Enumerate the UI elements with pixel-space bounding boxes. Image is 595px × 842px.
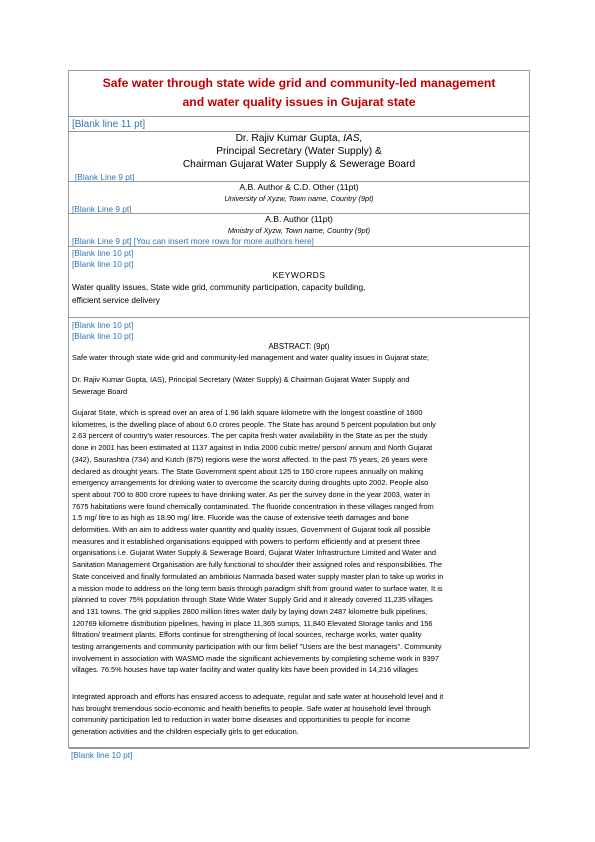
abstract-line: kilometres, is the dwelling place of about 6.0 crores people. The State has around 5 percent population but only [72, 419, 436, 429]
main-author-position: Principal Secretary (Water Supply) & [216, 146, 382, 157]
keywords-heading: KEYWORDS [272, 270, 326, 280]
abstract-line: Integrated approach and efforts has ensured access to adequate, regular and safe water at household level and it [72, 692, 444, 701]
abstract-line: Sanitation Management Organisation are fully functional to shoulder their assigned roles and responsibilities. The [72, 560, 443, 570]
abstract-line: Dr. Rajiv Kumar Gupta, IAS), Principal Secretary (Water Supply) & Chairman Gujarat Water Supply and [72, 375, 410, 384]
abstract-line: involvement in association with WASMO made the significant achievements by completing scheme work in 9397 [72, 653, 439, 663]
blank-line-10pt: [Blank line 10 pt] [72, 248, 134, 258]
abstract-line: testing arrangements and community participation with our firm belief "Users are the best managers". Community [72, 642, 442, 652]
blank-line-10pt: [Blank line 10 pt] [72, 259, 134, 269]
author-3-affiliation: Ministry of Xyzw, Town name, Country (9pt) [227, 226, 371, 235]
abstract-paragraph-4 [72, 691, 526, 738]
main-author-suffix: IAS, [343, 133, 363, 144]
blank-line-9pt: [Blank Line 9 pt] [72, 204, 132, 214]
abstract-line: done in 2001 has been estimated at 1137 against in India 2000 cubic metre/ person/ annum and North Gujarat [72, 443, 433, 453]
abstract-line: declared as drought years. The State Government spent about 125 to 150 crore rupees annually on making [72, 466, 424, 476]
abstract-paragraph-1 [72, 352, 526, 364]
main-author-name-text: Dr. Rajiv Kumar Gupta, [235, 133, 344, 144]
divider [69, 748, 529, 749]
abstract-heading: ABSTRACT: (9pt) [268, 342, 330, 351]
paper-title-line-2: and water quality issues in Gujarat state [182, 95, 416, 109]
abstract-line: Safe water through state wide grid and community-led management and water quality issues in Gujarat state; [72, 353, 429, 362]
abstract-line: villages. 76.5% houses have tap water facility and water quality kits have been provided in 14,216 villages [72, 665, 418, 675]
abstract-line: filtration/ treatment plants. Efforts continue for strengthening of local sources, recharge works, water quality [72, 630, 422, 640]
divider [69, 246, 529, 247]
divider [69, 116, 529, 117]
abstract-line: deformities. With an aim to address water quantity and quality issues, Government of Gujarat took all possible [72, 525, 431, 535]
blank-line-10pt-footer: [Blank line 10 pt] [71, 750, 133, 760]
abstract-line: (342), Saurashtra (734) and Kutch (875) regions were the worst affected. In the past 75 years, 26 years were [72, 454, 428, 464]
blank-line-10pt: [Blank line 10 pt] [72, 331, 134, 341]
keywords-line-1: Water quality issues, State wide grid, community participation, capacity building, [72, 282, 366, 292]
abstract-paragraph-3 [72, 407, 526, 676]
author-3-name: A.B. Author (11pt) [265, 214, 333, 224]
abstract-line: measures and it established organisations equipped with powers to perform efficiently and at present three [72, 536, 421, 546]
author-2-affiliation: University of Xyzw, Town name, Country (9pt) [224, 194, 374, 203]
keywords-line-2: efficient service delivery [72, 295, 160, 305]
paper-title-line-1: Safe water through state wide grid and community-led management [102, 76, 496, 90]
abstract-line: and 131 towns. The grid supplies 2800 million litres water daily by laying down 2487 kilometre bulk pipelines, [72, 606, 428, 616]
abstract-line: Sewerage Board [72, 386, 128, 396]
abstract-line: spent about 700 to 800 crore rupees to have drinking water. As per the survey done in the year 2003, water in [72, 489, 430, 499]
main-author-name [69, 132, 529, 145]
abstract-line: 2.63 percent of country's water resources. The per capita fresh water availability in the State as per the study [72, 431, 428, 441]
abstract-line: organisations i.e. Gujarat Water Supply & Sewerage Board, Gujarat Water Infrastructure Limited and Water and [72, 548, 436, 558]
abstract-line: emergency arrangements for drinking water to overcome the scarcity during droughts upto 2002. People also [72, 478, 429, 488]
author-2-name: A.B. Author & C.D. Other (11pt) [239, 182, 359, 192]
blank-line-11pt: [Blank line 11 pt] [72, 119, 146, 130]
abstract-line: 1.5 mg/ litre to as high as 18.90 mg/ litre. Fluoride was the cause of extensive teeth damages and bone [72, 513, 409, 523]
abstract-line: planned to cover 75% population through State Wide Water Supply Grid and it already covered 11,235 villages [72, 595, 433, 605]
paper-template-frame [68, 70, 530, 748]
blank-line-9pt: [Blank Line 9 pt] [75, 172, 135, 182]
abstract-line: 120769 kilometre distribution pipelines, having in place 11,365 sumps, 11,840 Elevated Storage tanks and 156 [72, 618, 433, 628]
abstract-paragraph-2 [72, 374, 526, 397]
main-author-board: Chairman Gujarat Water Supply & Sewerage Board [182, 159, 416, 170]
blank-line-10pt: [Blank line 10 pt] [72, 320, 134, 330]
abstract-line: State conceived and finally formulated an ambitious Narmada based water supply master plan to take up works in [72, 571, 444, 581]
abstract-line: has brought tremendous socio-economic and health benefits to people. Safe water at household level through [72, 703, 431, 713]
divider [69, 317, 529, 318]
abstract-line: community participation led to reduction in water borne diseases and opportunities to people for income [72, 715, 411, 725]
paper-title [69, 74, 529, 112]
abstract-line: generation activities and the children especially girls to get education. [72, 727, 299, 737]
blank-line-9pt-more-authors: [Blank Line 9 pt] [You can insert more rows for more authors here] [72, 236, 314, 246]
abstract-line: 7675 habitations were found chemically contaminated. The fluoride concentration in these villages ranged from [72, 501, 434, 511]
abstract-line: a mission mode to address on the long term basis through paradigm shift from ground water to surface water. It is [72, 583, 443, 593]
abstract-line: Gujarat State, which is spread over an area of 1.96 lakh square kilometre with the longest coastline of 1600 [72, 408, 423, 417]
